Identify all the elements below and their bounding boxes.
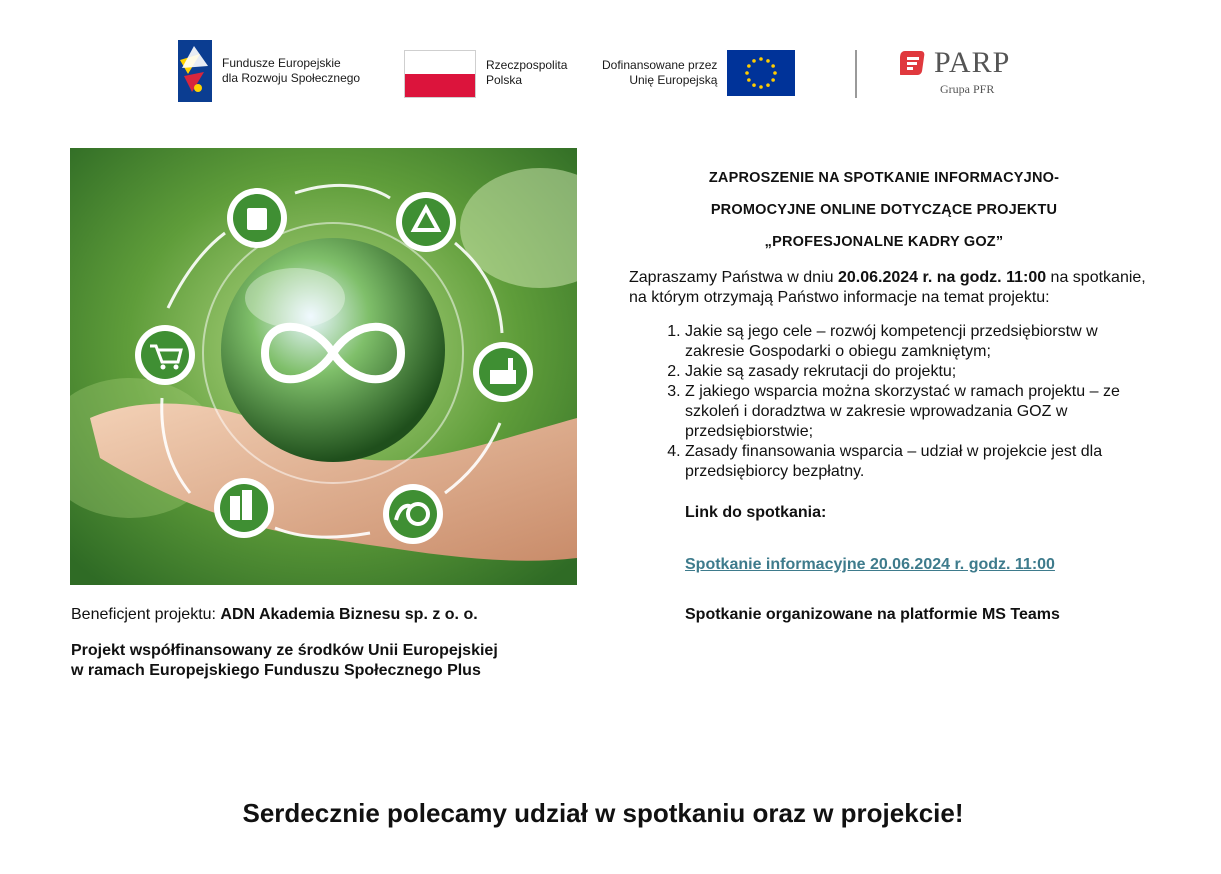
intro-pre: Zapraszamy Państwa w dniu <box>629 269 838 286</box>
eu-cofinancing-logo <box>602 50 795 96</box>
eu-star-icon <box>746 71 750 75</box>
eu-star-icon <box>753 59 757 63</box>
eu-star-icon <box>767 59 771 63</box>
fe-line2: dla Rozwoju Społecznego <box>222 71 361 85</box>
shopping-cart-icon <box>135 325 195 385</box>
meeting-link-label: Link do spotkania: <box>685 504 827 521</box>
funding-note <box>71 641 591 681</box>
eu-line2: Unię Europejską <box>629 73 718 87</box>
eu-star-icon <box>747 64 751 68</box>
list-item: 1. Jakie są jego cele – rozwój kompetencji przedsiębiorstw w zakresie Gospodarki o obiegu zamkniętym; <box>685 322 1149 362</box>
intro-post: na spotkanie, na którym otrzymają Państwo informacje na temat projektu: <box>629 269 1146 306</box>
invitation-heading <box>619 162 1149 258</box>
eu-line1: Dofinansowane przez <box>602 58 718 72</box>
logo-separator <box>855 50 857 98</box>
eu-logo-text <box>602 58 717 88</box>
project-info <box>71 605 591 697</box>
meeting-platform-note: Spotkanie organizowane na platformie MS Teams <box>685 606 1060 623</box>
leaf-gear-icon <box>383 484 443 544</box>
list-item: 4. Zasady finansowania wsparcia – udział w projekcie jest dla przedsiębiorcy bezpłatny. <box>685 442 1149 482</box>
list-item: 3. Z jakiego wsparcia można skorzystać w ramach projektu – ze szkoleń i doradztwa w zakresie wprowadzania GOZ w przedsiębiorstwie; <box>685 382 1149 442</box>
eu-star-icon <box>753 83 757 87</box>
heading-line3: „PROFESJONALNE KADRY GOZ” <box>764 234 1004 250</box>
invitation-content <box>629 162 1149 624</box>
eu-star-icon <box>760 85 764 89</box>
parp-name: PARP <box>934 46 1011 79</box>
eu-star-icon <box>747 78 751 82</box>
rp-line1: Rzeczpospolita <box>486 58 568 72</box>
rp-line2: Polska <box>486 73 523 87</box>
rzeczpospolita-logo <box>404 50 567 98</box>
heading-line2: PROMOCYJNE ONLINE DOTYCZĄCE PROJEKTU <box>710 202 1058 218</box>
beneficiary-name: ADN Akademia Biznesu sp. z o. o. <box>220 606 478 623</box>
eu-star-icon <box>767 83 771 87</box>
eu-star-icon <box>774 71 778 75</box>
beneficiary-label: Beneficjent projektu: <box>71 606 221 623</box>
beneficiary-line <box>71 605 591 625</box>
intro-paragraph <box>629 268 1149 308</box>
eu-star-icon <box>772 78 776 82</box>
factory-icon <box>473 342 533 402</box>
rp-logo-text <box>486 58 567 88</box>
heading-line1: ZAPROSZENIE NA SPOTKANIE INFORMACYJNO- <box>708 170 1060 186</box>
topics-list <box>629 322 1149 482</box>
eu-star-icon <box>772 64 776 68</box>
closing-message: Serdecznie polecamy udział w spotkaniu oraz w projekcie! <box>242 798 964 828</box>
funding-line1: Projekt współfinansowany ze środków Unii Europejskiej <box>71 642 498 659</box>
meeting-link[interactable]: Spotkanie informacyjne 20.06.2024 r. godz. 11:00 <box>685 556 1055 573</box>
fundusze-europejskie-logo <box>178 40 360 102</box>
fe-logo-text <box>222 56 360 86</box>
parp-mark-icon <box>900 50 926 76</box>
polish-flag-icon <box>404 50 476 98</box>
fe-line1: Fundusze Europejskie <box>222 56 341 70</box>
eu-flag-icon <box>727 50 795 96</box>
parp-logo <box>900 46 1010 97</box>
parp-subtitle: Grupa PFR <box>940 82 995 96</box>
fe-emblem-icon <box>178 40 212 102</box>
list-item: 2. Jakie są zasady rekrutacji do projektu; <box>685 362 1149 382</box>
logo-bar <box>0 0 1221 120</box>
circular-economy-photo <box>70 148 577 585</box>
funding-line2: w ramach Europejskiego Funduszu Społecznego Plus <box>71 662 481 679</box>
intro-datetime: 20.06.2024 r. na godz. 11:00 <box>837 269 1047 286</box>
eu-star-icon <box>760 57 764 61</box>
recycle-bin-icon <box>227 188 287 248</box>
recycle-arrows-icon <box>396 192 456 252</box>
eco-buildings-icon <box>214 478 274 538</box>
